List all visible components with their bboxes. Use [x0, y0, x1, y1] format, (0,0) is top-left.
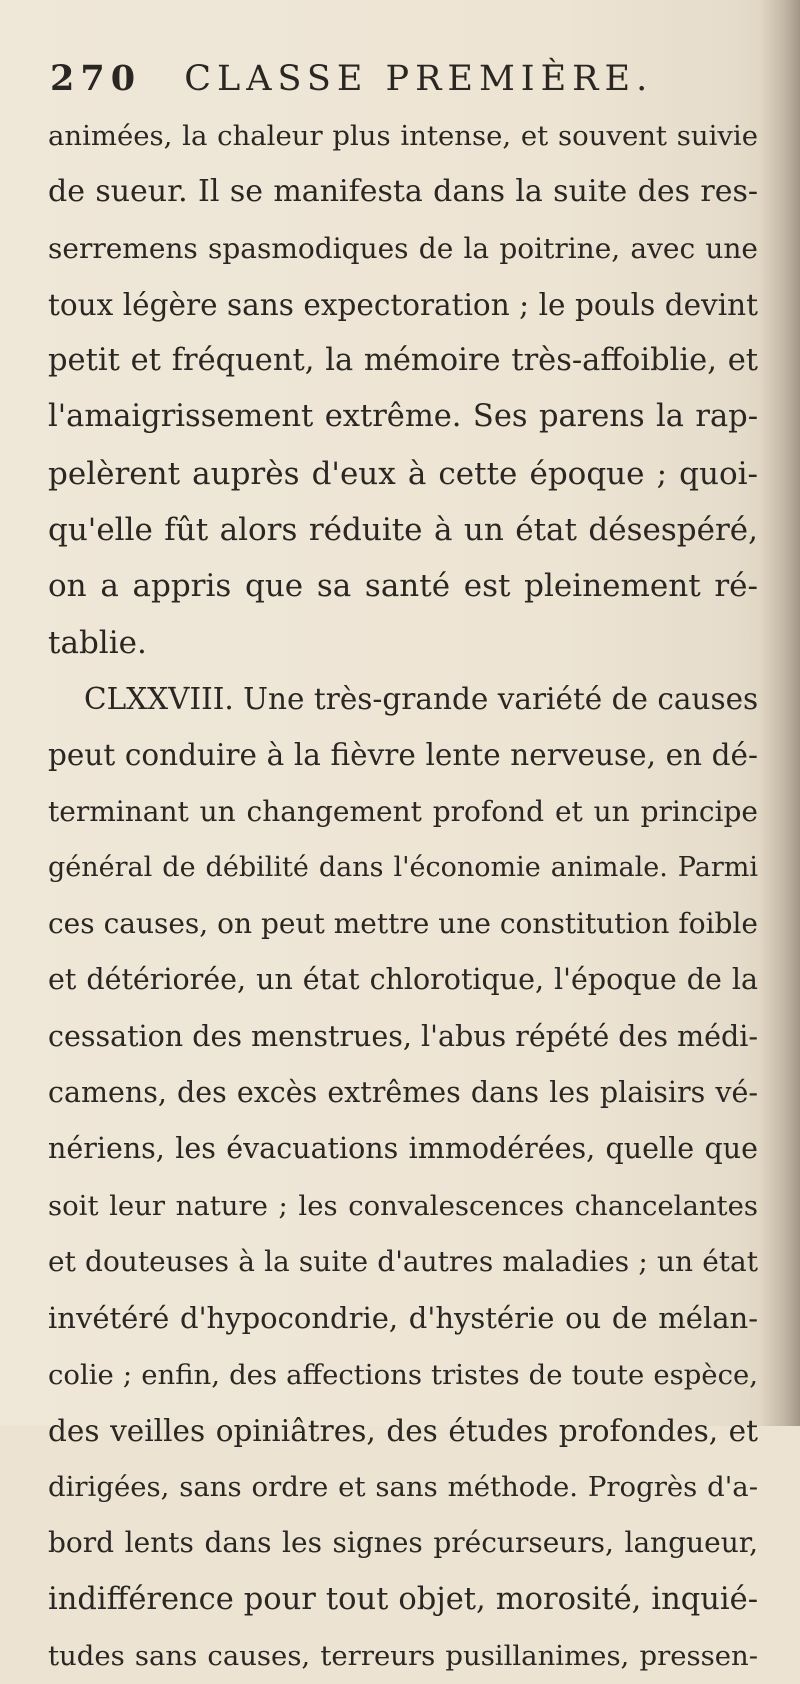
text-line: dirigées, sans ordre et sans méthode. Progrès d'a- — [48, 1471, 758, 1504]
section-heading-line: CLXXVIII. Une très-grande variété de causes — [84, 681, 759, 716]
page-edge-shadow — [760, 0, 800, 1426]
text-line: nériens, les évacuations immodérées, quelle que — [48, 1132, 758, 1166]
text-line: terminant un changement profond et un principe — [48, 794, 758, 828]
text-line: et détériorée, un état chlorotique, l'époque de la — [48, 963, 758, 997]
text-line: petit et fréquent, la mémoire très-affoiblie, et — [48, 343, 758, 379]
text-line: qu'elle fût alors réduite à un état désespéré, — [48, 512, 758, 549]
text-line: colie ; enfin, des affections tristes de toute espèce, — [48, 1358, 758, 1391]
text-line: indifférence pour tout objet, morosité, inquié- — [48, 1581, 758, 1617]
text-line: serremens spasmodiques de la poitrine, avec une — [48, 231, 758, 265]
text-line: ces causes, on peut mettre une constitution foible — [48, 907, 758, 941]
text-line: animées, la chaleur plus intense, et souvent suivie — [48, 120, 758, 152]
text-line: et douteuses à la suite d'autres maladies ; un état — [48, 1244, 758, 1278]
text-line: soit leur nature ; les convalescences chancelantes — [48, 1189, 758, 1222]
text-line: général de débilité dans l'économie animale. Parmi — [48, 851, 758, 883]
text-line: de sueur. Il se manifesta dans la suite des res- — [48, 174, 758, 210]
running-title: CLASSE PREMIÈRE. — [184, 59, 654, 99]
text-line: bord lents dans les signes précurseurs, langueur, — [48, 1526, 758, 1560]
running-header — [50, 58, 750, 108]
text-line: pelèrent auprès d'eux à cette époque ; quoi- — [48, 455, 758, 492]
text-line: des veilles opiniâtres, des études profondes, et — [48, 1413, 758, 1448]
text-line: peut conduire à la fièvre lente nerveuse, en dé- — [48, 738, 758, 773]
text-line: on a appris que sa santé est pleinement ré- — [48, 568, 758, 605]
body-text — [48, 108, 758, 1684]
text-line: toux légère sans expectoration ; le pouls devint — [48, 287, 758, 322]
text-line: tudes sans causes, terreurs pusillanimes, pressen- — [48, 1640, 758, 1673]
page-number: 270 — [50, 58, 142, 99]
text-line: tablie. — [48, 624, 147, 661]
text-line: cessation des menstrues, l'abus répété des médi- — [48, 1019, 758, 1053]
text-line: invétéré d'hypocondrie, d'hystérie ou de mélan- — [48, 1301, 758, 1336]
text-line: camens, des excès extrêmes dans les plaisirs vé- — [48, 1076, 758, 1110]
text-line: l'amaigrissement extrême. Ses parens la rap- — [48, 399, 758, 435]
